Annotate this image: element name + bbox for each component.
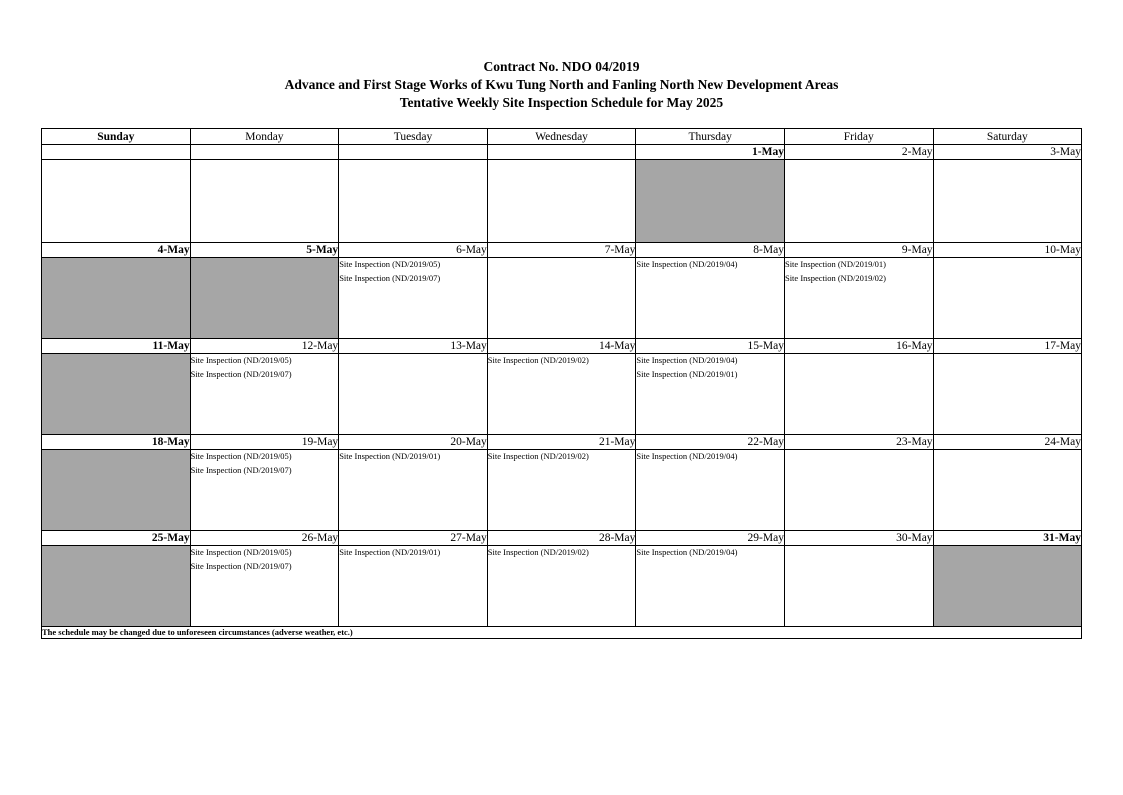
day-cell [339, 258, 488, 339]
day-cell [487, 546, 636, 627]
holiday-cell [42, 450, 191, 531]
day-cell [784, 450, 933, 531]
day-cell [933, 258, 1081, 339]
inspection-entry: Site Inspection (ND/2019/07) [190, 368, 292, 379]
date-label: 22-May [636, 435, 785, 450]
inspection-entry: Site Inspection (ND/2019/01) [636, 368, 738, 379]
week-content-row [42, 450, 1082, 531]
holiday-cell [636, 160, 785, 243]
schedule-title: Tentative Weekly Site Inspection Schedule for May 2025 [399, 95, 724, 110]
date-label: 2-May [784, 145, 933, 160]
date-label: 24-May [933, 435, 1081, 450]
week-date-row [42, 531, 1082, 546]
week-content-row [42, 354, 1082, 435]
holiday-cell [933, 546, 1081, 627]
week-date-row [42, 145, 1082, 160]
day-cell [339, 354, 488, 435]
project-title: Advance and First Stage Works of Kwu Tung North and Fanling North New Development Areas [284, 77, 839, 92]
inspection-entry: Site Inspection (ND/2019/02) [487, 355, 589, 365]
day-cell [784, 160, 933, 243]
date-label: 21-May [487, 435, 636, 450]
date-label: 16-May [784, 339, 933, 354]
inspection-entry: Site Inspection (ND/2019/05) [190, 355, 292, 365]
inspection-entry: Site Inspection (ND/2019/07) [339, 272, 441, 283]
date-label: 5-May [190, 243, 339, 258]
week-date-row [42, 243, 1082, 258]
date-label: 20-May [339, 435, 488, 450]
date-label: 6-May [339, 243, 488, 258]
inspection-entry: Site Inspection (ND/2019/02) [487, 547, 589, 557]
day-cell [636, 354, 785, 435]
weekday-wednesday: Wednesday [487, 129, 636, 145]
day-cell [190, 160, 339, 243]
date-label: 13-May [339, 339, 488, 354]
day-cell [487, 354, 636, 435]
date-label: 23-May [784, 435, 933, 450]
inspection-entry: Site Inspection (ND/2019/07) [190, 464, 292, 475]
day-cell [487, 160, 636, 243]
day-cell [487, 258, 636, 339]
date-label: 11-May [42, 339, 191, 354]
holiday-cell [42, 258, 191, 339]
day-cell [190, 546, 339, 627]
day-cell [933, 354, 1081, 435]
day-cell [190, 450, 339, 531]
day-cell [42, 160, 191, 243]
date-label: 27-May [339, 531, 488, 546]
day-cell [933, 450, 1081, 531]
date-label: 26-May [190, 531, 339, 546]
date-label: 4-May [42, 243, 191, 258]
week-date-row [42, 339, 1082, 354]
date-label: 3-May [933, 145, 1081, 160]
date-label: 9-May [784, 243, 933, 258]
date-label: 19-May [190, 435, 339, 450]
inspection-entry: Site Inspection (ND/2019/01) [339, 451, 441, 461]
date-label [339, 145, 488, 160]
date-label: 7-May [487, 243, 636, 258]
week-content-row [42, 546, 1082, 627]
day-cell [487, 450, 636, 531]
day-cell [636, 258, 785, 339]
weekday-friday: Friday [784, 129, 933, 145]
schedule-footnote: The schedule may be changed due to unforeseen circumstances (adverse weather, etc.) [42, 627, 1082, 639]
date-label [487, 145, 636, 160]
weekday-header-row [42, 129, 1082, 145]
inspection-entry: Site Inspection (ND/2019/04) [636, 355, 738, 365]
date-label: 18-May [42, 435, 191, 450]
date-label: 8-May [636, 243, 785, 258]
inspection-entry: Site Inspection (ND/2019/05) [190, 547, 292, 557]
date-label: 25-May [42, 531, 191, 546]
weekday-thursday: Thursday [636, 129, 785, 145]
weekday-saturday: Saturday [933, 129, 1081, 145]
day-cell [339, 546, 488, 627]
holiday-cell [42, 546, 191, 627]
inspection-entry: Site Inspection (ND/2019/02) [784, 272, 887, 283]
date-label: 12-May [190, 339, 339, 354]
day-cell [784, 258, 933, 339]
day-cell [784, 354, 933, 435]
date-label: 29-May [636, 531, 785, 546]
date-label: 30-May [784, 531, 933, 546]
day-cell [190, 354, 339, 435]
day-cell [784, 546, 933, 627]
inspection-entry: Site Inspection (ND/2019/07) [190, 560, 292, 571]
week-date-row [42, 435, 1082, 450]
inspection-entry: Site Inspection (ND/2019/05) [339, 259, 441, 269]
inspection-entry: Site Inspection (ND/2019/01) [339, 547, 441, 557]
calendar-table [41, 128, 1082, 639]
date-label: 31-May [933, 531, 1081, 546]
document-header [0, 58, 1123, 112]
inspection-entry: Site Inspection (ND/2019/02) [487, 451, 589, 461]
day-cell [636, 546, 785, 627]
date-label: 14-May [487, 339, 636, 354]
date-label: 15-May [636, 339, 785, 354]
holiday-cell [190, 258, 339, 339]
date-label: 10-May [933, 243, 1081, 258]
weekday-tuesday: Tuesday [339, 129, 488, 145]
holiday-cell [42, 354, 191, 435]
date-label [190, 145, 339, 160]
inspection-entry: Site Inspection (ND/2019/04) [636, 451, 738, 461]
date-label: 1-May [636, 145, 785, 160]
inspection-entry: Site Inspection (ND/2019/01) [784, 259, 887, 269]
date-label: 17-May [933, 339, 1081, 354]
day-cell [636, 450, 785, 531]
weekday-monday: Monday [190, 129, 339, 145]
day-cell [933, 160, 1081, 243]
date-label [42, 145, 191, 160]
inspection-entry: Site Inspection (ND/2019/04) [636, 259, 738, 269]
weekday-sunday: Sunday [42, 129, 191, 145]
week-content-row [42, 258, 1082, 339]
inspection-entry: Site Inspection (ND/2019/05) [190, 451, 292, 461]
contract-number: Contract No. NDO 04/2019 [483, 59, 640, 74]
day-cell [339, 450, 488, 531]
date-label: 28-May [487, 531, 636, 546]
inspection-entry: Site Inspection (ND/2019/04) [636, 547, 738, 557]
week-content-row [42, 160, 1082, 243]
day-cell [339, 160, 488, 243]
